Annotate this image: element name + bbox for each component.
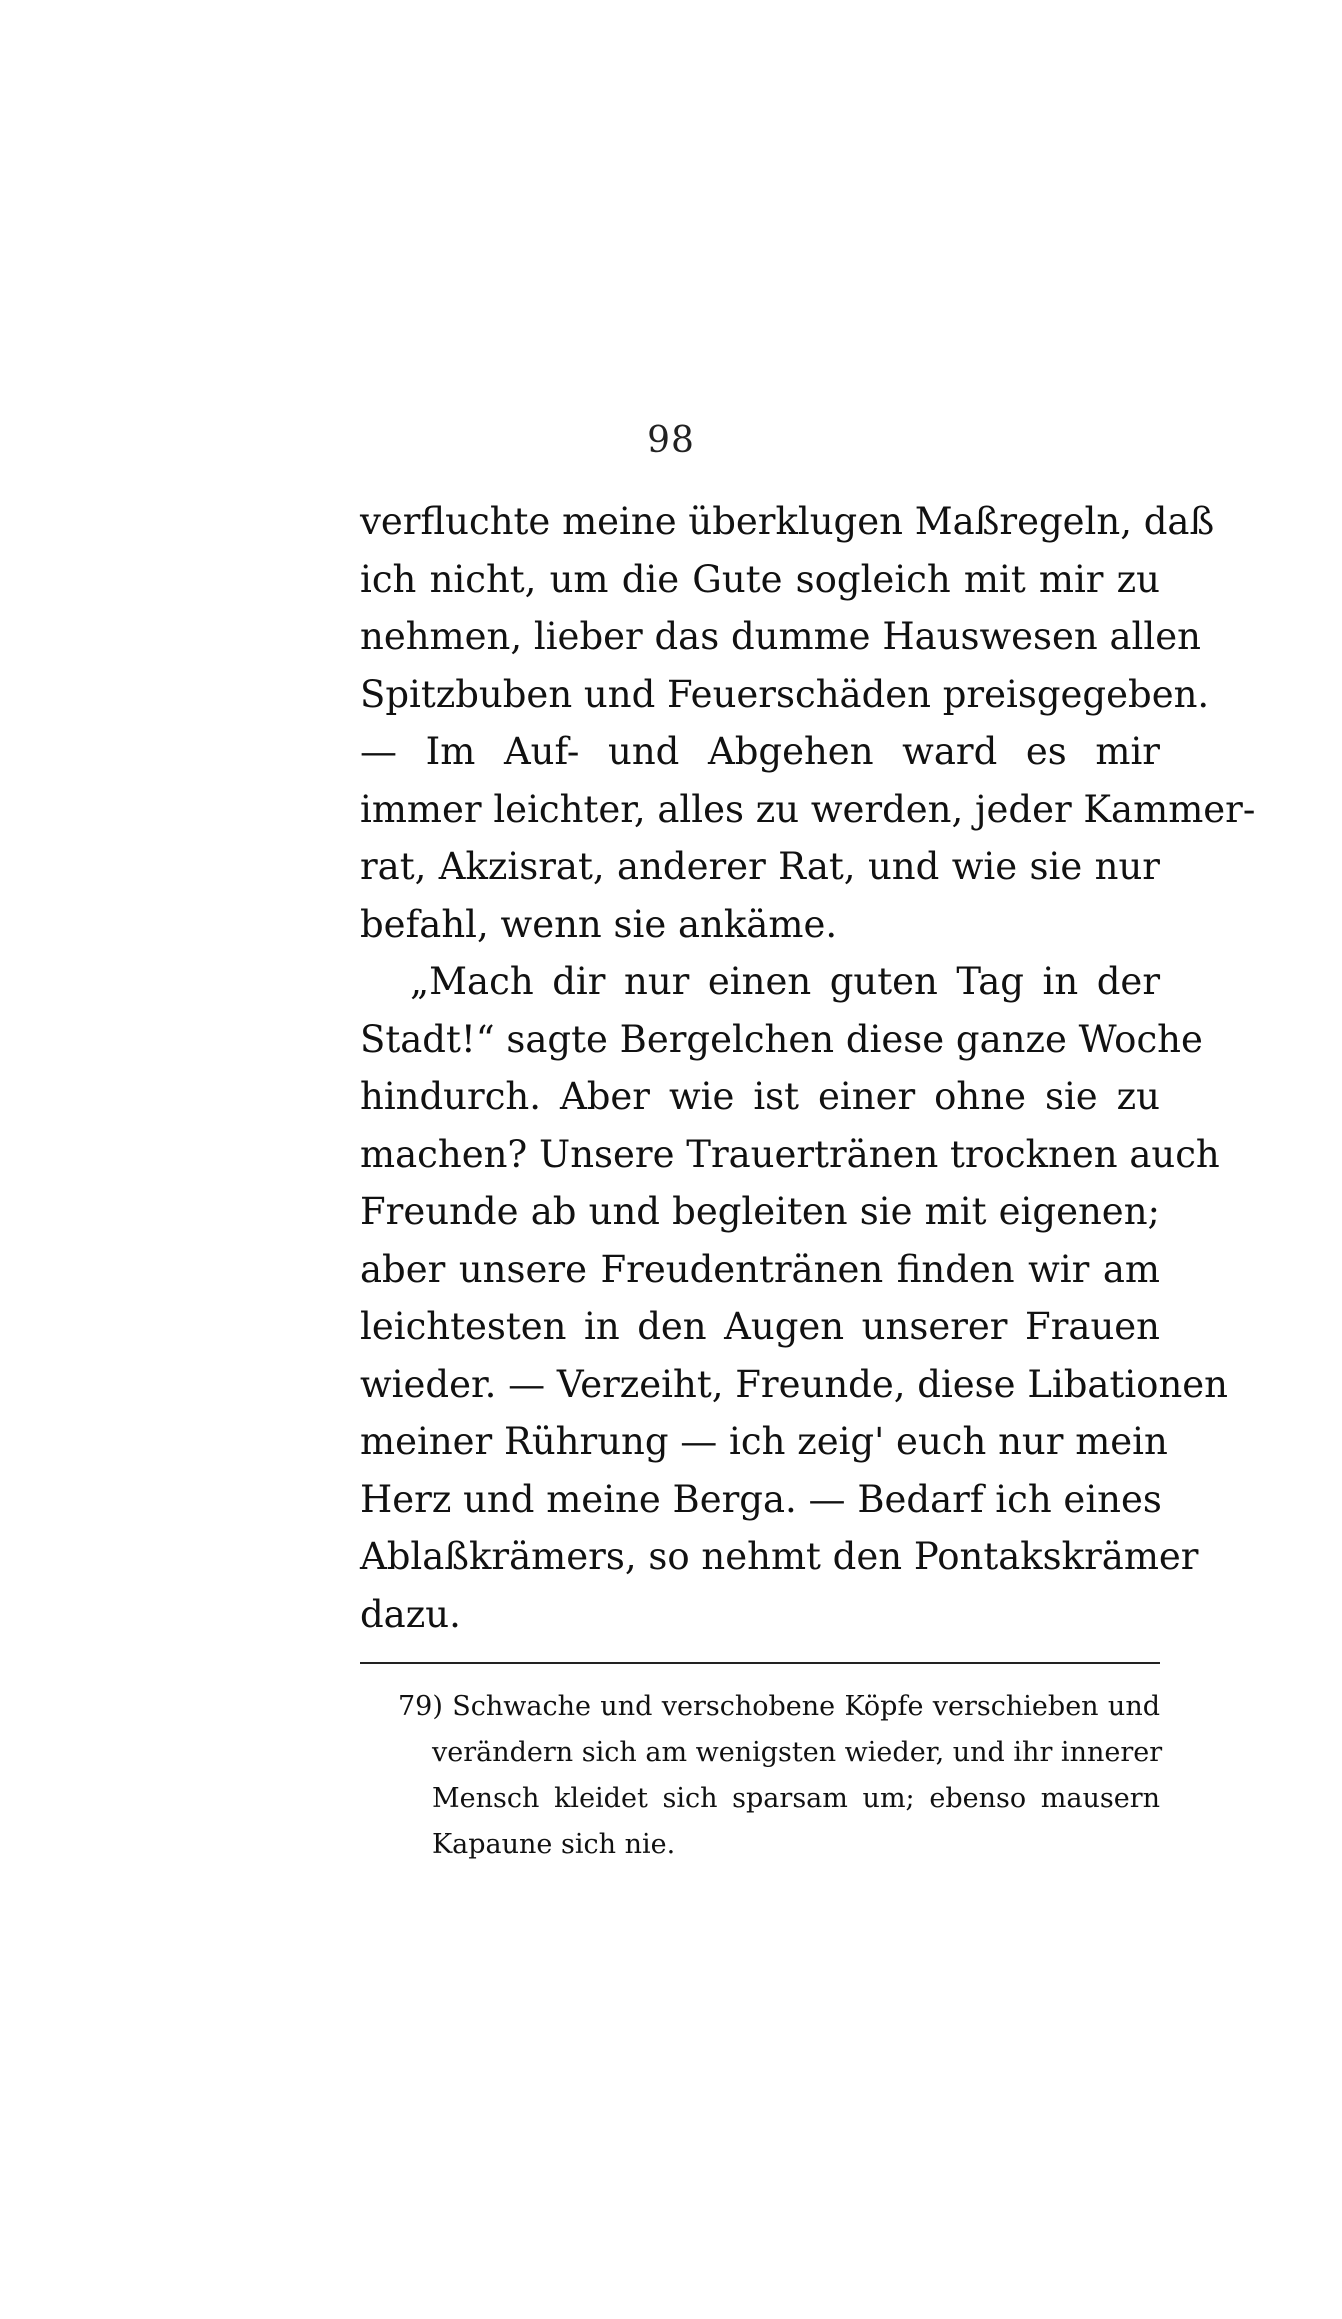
main-text — [360, 493, 1256, 1643]
page-number: 98 — [647, 420, 695, 461]
text-line: nehmen, lieber das dumme Hauswesen allen — [360, 615, 1201, 658]
text-line: befahl, wenn sie ankäme. — [360, 902, 838, 946]
text-line: wieder. — Verzeiht, Freunde, diese Libationen — [360, 1362, 1229, 1406]
text-line: Herz und meine Berga. — Bedarf ich eines — [360, 1477, 1162, 1521]
text-line: Stadt!“ sagte Bergelchen diese ganze Woche — [360, 1017, 1203, 1061]
footnote-line: verändern sich am wenigsten wieder, und ihr innerer — [432, 1737, 1163, 1768]
text-line: — Im Auf- und Abgehen ward es mir — [360, 730, 1160, 773]
text-line: „Mach dir nur einen guten Tag in der — [410, 960, 1160, 1003]
text-line: machen? Unsere Trauertränen trocknen auch — [360, 1132, 1220, 1176]
footnote-divider — [360, 1662, 1160, 1664]
text-line: immer leichter, alles zu werden, jeder Kammer- — [360, 787, 1256, 831]
text-line: verfluchte meine überklugen Maßregeln, daß — [360, 500, 1215, 543]
text-line: hindurch. Aber wie ist einer ohne sie zu — [360, 1075, 1160, 1118]
text-line: leichtesten in den Augen unserer Frauen — [360, 1305, 1160, 1348]
text-line: Spitzbuben und Feuerschäden preisgegeben. — [360, 672, 1210, 716]
text-line: Freunde ab und begleiten sie mit eigenen; — [360, 1190, 1160, 1233]
footnote — [360, 1684, 1163, 1868]
text-line: rat, Akzisrat, anderer Rat, und wie sie nur — [360, 845, 1160, 888]
text-line: meiner Rührung — ich zeig' euch nur mein — [360, 1420, 1168, 1463]
footnote-line: Mensch kleidet sich sparsam um; ebenso mausern — [432, 1783, 1160, 1814]
footnote-line: Kapaune sich nie. — [432, 1829, 676, 1860]
text-line: dazu. — [360, 1592, 461, 1636]
text-line: ich nicht, um die Gute sogleich mit mir zu — [360, 557, 1160, 601]
text-line: Ablaßkrämers, so nehmt den Pontakskrämer — [360, 1535, 1199, 1578]
footnote-line: 79) Schwache und verschobene Köpfe verschieben und — [398, 1691, 1160, 1722]
text-line: aber unsere Freudentränen finden wir am — [360, 1247, 1160, 1291]
